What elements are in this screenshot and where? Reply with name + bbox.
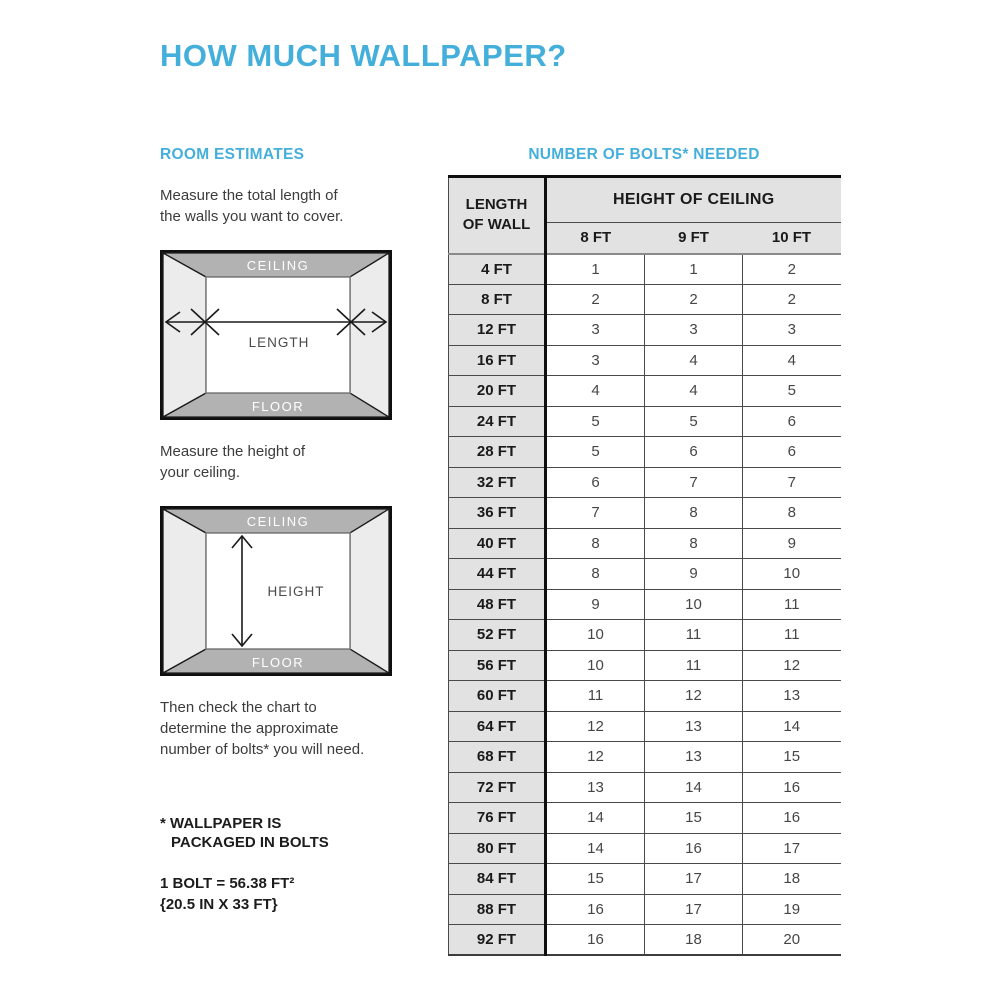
floor-label: FLOOR [251,655,305,670]
bolt-count-cell: 13 [546,772,645,803]
bolt-count-cell: 5 [546,406,645,437]
ceiling-10ft-header: 10 FT [743,222,841,253]
table-row [449,772,841,803]
length-of-wall-header: LENGTH OF WALL [449,177,546,254]
bolt-count-cell: 1 [546,254,645,285]
table-row [449,833,841,864]
table-row [449,620,841,651]
bolt-count-cell: 4 [743,345,841,376]
bolt-count-cell: 17 [743,833,841,864]
table-row [449,803,841,834]
bolt-count-cell: 12 [546,742,645,773]
bolt-count-cell: 2 [743,284,841,315]
table-header-row-1 [449,177,841,223]
bolt-count-cell: 8 [546,559,645,590]
bolt-count-cell: 15 [743,742,841,773]
wall-length-cell: 8 FT [449,284,546,315]
bolt-count-cell: 6 [743,437,841,468]
table-row [449,284,841,315]
wall-length-cell: 60 FT [449,681,546,712]
bolt-count-cell: 4 [546,376,645,407]
bolt-count-cell: 4 [645,376,743,407]
wall-length-cell: 52 FT [449,620,546,651]
table-row [449,742,841,773]
step-1-text: Measure the total length of the walls you want to cover. [160,187,344,225]
table-row [449,315,841,346]
table-row [449,437,841,468]
bolt-count-cell: 16 [743,772,841,803]
wall-length-cell: 12 FT [449,315,546,346]
wall-length-cell: 48 FT [449,589,546,620]
bolt-count-cell: 14 [743,711,841,742]
bolt-count-cell: 15 [645,803,743,834]
table-row [449,528,841,559]
bolt-count-cell: 6 [743,406,841,437]
height-measure-label: HEIGHT [267,584,325,599]
bolt-count-cell: 10 [743,559,841,590]
table-row [449,559,841,590]
wall-length-cell: 36 FT [449,498,546,529]
bolt-count-cell: 11 [645,650,743,681]
bolt-count-cell: 2 [743,254,841,285]
ceiling-8ft-header: 8 FT [546,222,645,253]
bolt-table-body [449,254,841,956]
bolt-count-cell: 2 [546,284,645,315]
bolt-count-cell: 9 [645,559,743,590]
bolt-count-cell: 11 [645,620,743,651]
bolt-count-cell: 16 [546,925,645,956]
bolt-count-cell: 8 [743,498,841,529]
bolt-count-cell: 20 [743,925,841,956]
table-row [449,376,841,407]
wall-length-cell: 24 FT [449,406,546,437]
bolt-count-cell: 7 [743,467,841,498]
left-wall-panel [163,253,206,417]
table-row [449,406,841,437]
bolt-count-cell: 10 [645,589,743,620]
bolt-count-cell: 6 [645,437,743,468]
bolt-count-cell: 3 [743,315,841,346]
wall-length-cell: 92 FT [449,925,546,956]
floor-label: FLOOR [251,399,305,414]
room-height-diagram [160,506,392,676]
ceiling-9ft-header: 9 FT [645,222,743,253]
bolt-count-cell: 5 [645,406,743,437]
table-row [449,925,841,956]
bolt-count-cell: 13 [645,742,743,773]
bolt-count-cell: 6 [546,467,645,498]
bolt-count-cell: 13 [645,711,743,742]
wall-length-cell: 44 FT [449,559,546,590]
wall-length-cell: 56 FT [449,650,546,681]
bolt-count-cell: 1 [645,254,743,285]
bolt-count-cell: 16 [645,833,743,864]
table-row [449,498,841,529]
table-row [449,681,841,712]
wall-length-cell: 28 FT [449,437,546,468]
bolt-count-cell: 5 [546,437,645,468]
bolt-count-cell: 10 [546,650,645,681]
wall-length-cell: 32 FT [449,467,546,498]
bolt-count-cell: 12 [546,711,645,742]
bolt-size-note: 1 BOLT = 56.38 FT² {20.5 IN X 33 FT} [160,875,295,913]
bolt-count-cell: 3 [645,315,743,346]
bolt-count-cell: 9 [546,589,645,620]
bolt-count-cell: 17 [645,864,743,895]
table-row [449,345,841,376]
bolt-count-cell: 10 [546,620,645,651]
wall-length-cell: 76 FT [449,803,546,834]
wall-length-cell: 20 FT [449,376,546,407]
height-of-ceiling-header: HEIGHT OF CEILING [546,177,841,223]
wall-length-cell: 64 FT [449,711,546,742]
right-wall-panel [350,509,389,673]
wall-length-cell: 4 FT [449,254,546,285]
ceiling-label: CEILING [246,258,310,273]
table-row [449,650,841,681]
wall-length-cell: 84 FT [449,864,546,895]
bolt-count-cell: 16 [546,894,645,925]
bolt-count-cell: 11 [743,620,841,651]
bolt-count-cell: 4 [645,345,743,376]
page-title: HOW MUCH WALLPAPER? [160,38,567,73]
bolts-needed-section [448,146,840,956]
bolt-count-cell: 8 [546,528,645,559]
bolts-table-heading: NUMBER OF BOLTS* NEEDED [528,146,760,163]
bolt-count-cell: 2 [645,284,743,315]
bolt-count-cell: 14 [645,772,743,803]
bolt-count-cell: 14 [546,833,645,864]
bolt-count-cell: 11 [546,681,645,712]
left-wall-panel [163,509,206,673]
table-row [449,864,841,895]
step-3-text: Then check the chart to determine the approximate number of bolts* you will need. [160,699,365,758]
bolt-count-cell: 3 [546,315,645,346]
bolt-count-cell: 3 [546,345,645,376]
bolt-count-cell: 12 [645,681,743,712]
bolt-count-cell: 8 [645,498,743,529]
wall-length-cell: 16 FT [449,345,546,376]
bolt-count-cell: 16 [743,803,841,834]
wall-length-cell: 72 FT [449,772,546,803]
bolts-table [448,175,841,956]
bolt-count-cell: 13 [743,681,841,712]
wall-length-cell: 88 FT [449,894,546,925]
wall-length-cell: 68 FT [449,742,546,773]
table-row [449,589,841,620]
bolt-count-cell: 12 [743,650,841,681]
step-2-text: Measure the height of your ceiling. [160,443,306,481]
wallpaper-bolts-note: * WALLPAPER IS PACKAGED IN BOLTS [160,815,329,851]
wall-length-cell: 80 FT [449,833,546,864]
right-wall-panel [350,253,389,417]
bolt-count-cell: 7 [645,467,743,498]
bolt-count-cell: 17 [645,894,743,925]
room-estimates-heading: ROOM ESTIMATES [160,146,305,163]
bolt-count-cell: 18 [743,864,841,895]
bolt-count-cell: 11 [743,589,841,620]
bolt-count-cell: 8 [645,528,743,559]
table-row [449,467,841,498]
bolt-count-cell: 9 [743,528,841,559]
room-estimates-section [160,146,412,915]
wall-length-cell: 40 FT [449,528,546,559]
length-measure-label: LENGTH [248,335,310,350]
ceiling-label: CEILING [246,514,310,529]
bolt-count-cell: 14 [546,803,645,834]
table-row [449,711,841,742]
bolt-count-cell: 18 [645,925,743,956]
room-length-diagram [160,250,392,420]
bolt-count-cell: 7 [546,498,645,529]
table-row [449,894,841,925]
bolt-count-cell: 5 [743,376,841,407]
table-row [449,254,841,285]
bolt-count-cell: 19 [743,894,841,925]
bolt-count-cell: 15 [546,864,645,895]
